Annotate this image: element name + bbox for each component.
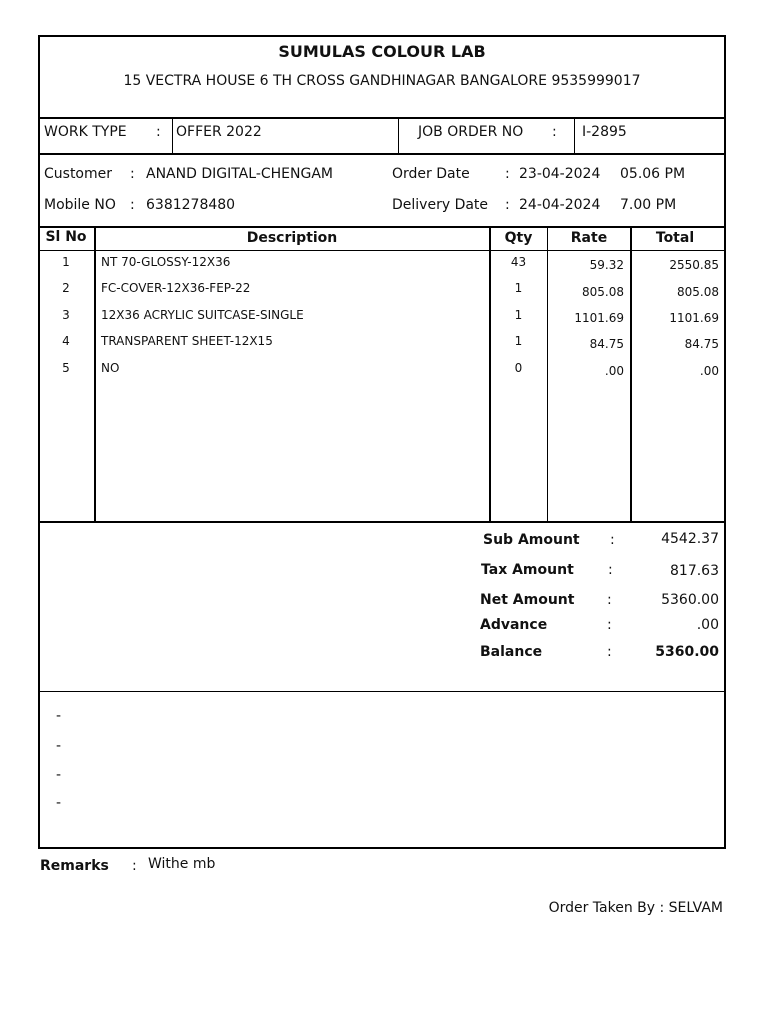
colon: : [130, 197, 135, 213]
order-time: 05.06 PM [620, 166, 686, 182]
row-rate: .00 [604, 364, 624, 378]
sub-amount-value: 4542.37 [661, 531, 719, 547]
net-amount-label: Net Amount [480, 592, 575, 608]
divider [172, 118, 173, 153]
order-date-value: 23-04-2024 [519, 166, 601, 182]
tax-amount-label: Tax Amount [481, 562, 574, 578]
colon: : [156, 124, 161, 140]
col-header-total: Total [655, 230, 695, 246]
colon: : [607, 592, 612, 608]
company-address: 15 VECTRA HOUSE 6 TH CROSS GANDHINAGAR BANGALORE 9535999017 [123, 73, 641, 89]
col-header-description: Description [246, 230, 338, 246]
row-description: NO [101, 361, 120, 375]
company-name: SUMULAS COLOUR LAB [278, 42, 486, 61]
divider [38, 250, 726, 251]
row-qty: 1 [514, 334, 523, 348]
customer-value: ANAND DIGITAL-CHENGAM [146, 166, 333, 182]
divider [38, 226, 726, 228]
divider [38, 153, 726, 155]
row-description: 12X36 ACRYLIC SUITCASE-SINGLE [101, 308, 304, 322]
row-total: 84.75 [684, 337, 719, 351]
row-qty: 0 [514, 361, 523, 375]
divider [574, 118, 575, 153]
delivery-time: 7.00 PM [620, 197, 677, 213]
divider [94, 227, 96, 522]
sub-amount-label: Sub Amount [483, 532, 580, 548]
row-qty: 1 [514, 281, 523, 295]
net-amount-value: 5360.00 [661, 592, 719, 608]
delivery-date-value: 24-04-2024 [519, 197, 601, 213]
job-order-label: JOB ORDER NO [418, 124, 524, 140]
remarks-label: Remarks [40, 858, 109, 874]
col-header-qty: Qty [504, 230, 533, 246]
colon: : [132, 858, 137, 874]
row-sl: 2 [62, 281, 70, 295]
note-line: - [56, 738, 62, 754]
row-rate: 84.75 [589, 337, 624, 351]
invoice-frame [38, 35, 726, 849]
mobile-label: Mobile NO [44, 197, 116, 213]
row-total: 1101.69 [669, 311, 719, 325]
advance-value: .00 [696, 617, 719, 633]
colon: : [610, 532, 615, 548]
row-rate: 1101.69 [574, 311, 624, 325]
row-rate: 805.08 [582, 285, 624, 299]
row-total: 2550.85 [669, 258, 719, 272]
balance-label: Balance [480, 644, 543, 660]
note-line: - [56, 708, 62, 724]
colon: : [505, 166, 510, 182]
colon: : [505, 197, 510, 213]
colon: : [130, 166, 135, 182]
job-order-value: I-2895 [582, 124, 627, 140]
tax-amount-value: 817.63 [670, 563, 719, 579]
colon: : [552, 124, 557, 140]
divider [398, 118, 399, 153]
row-description: FC-COVER-12X36-FEP-22 [101, 281, 251, 295]
divider [38, 117, 726, 119]
col-header-rate: Rate [570, 230, 608, 246]
row-sl: 5 [62, 361, 70, 375]
divider [38, 691, 726, 692]
row-total: 805.08 [677, 285, 719, 299]
row-description: TRANSPARENT SHEET-12X15 [101, 334, 273, 348]
balance-value: 5360.00 [655, 644, 719, 660]
order-taken-by: Order Taken By : SELVAM [548, 900, 723, 916]
row-sl: 4 [62, 334, 70, 348]
work-type-value: OFFER 2022 [176, 124, 262, 140]
delivery-date-label: Delivery Date [392, 197, 489, 213]
mobile-value: 6381278480 [146, 197, 236, 213]
colon: : [608, 562, 613, 578]
row-description: NT 70-GLOSSY-12X36 [101, 255, 231, 269]
colon: : [607, 617, 612, 633]
row-total: .00 [699, 364, 719, 378]
customer-label: Customer [44, 166, 113, 182]
row-qty: 43 [510, 255, 527, 269]
advance-label: Advance [480, 617, 548, 633]
col-header-sl: Sl No [45, 229, 87, 245]
row-rate: 59.32 [589, 258, 624, 272]
divider [38, 521, 726, 523]
note-line: - [56, 767, 62, 783]
row-sl: 3 [62, 308, 70, 322]
order-date-label: Order Date [392, 166, 470, 182]
work-type-label: WORK TYPE [44, 124, 127, 140]
colon: : [607, 644, 612, 660]
row-sl: 1 [62, 255, 70, 269]
row-qty: 1 [514, 308, 523, 322]
note-line: - [56, 795, 62, 811]
remarks-value: Withe mb [148, 856, 216, 872]
